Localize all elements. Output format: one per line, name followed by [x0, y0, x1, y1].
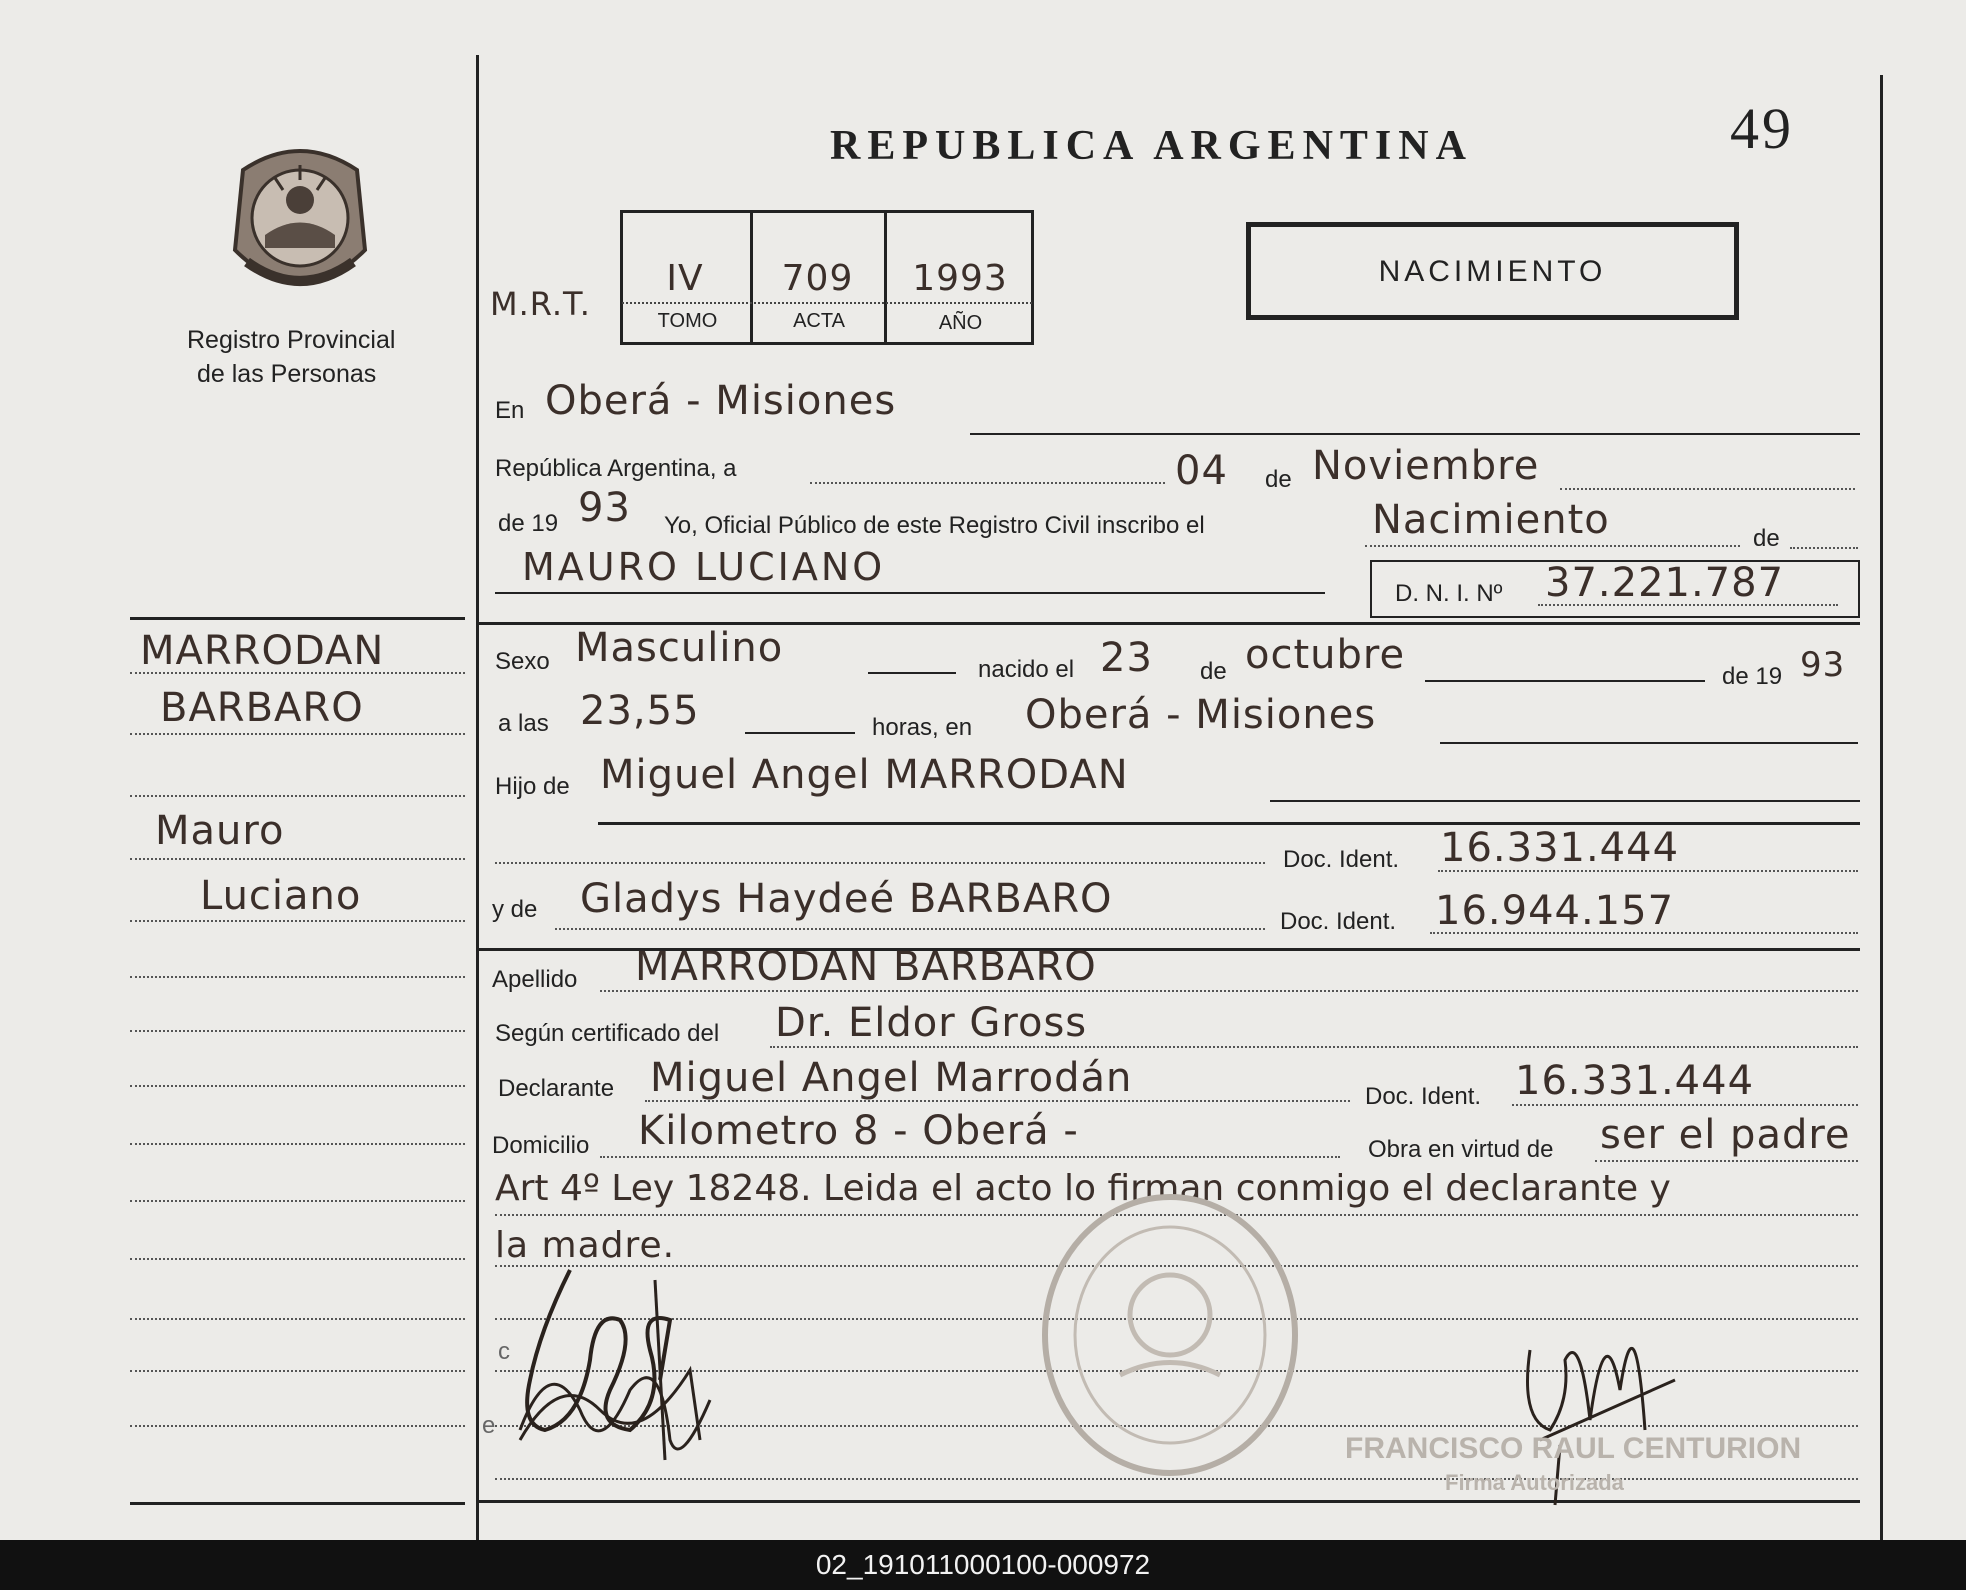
sidebar-given-2: Luciano [200, 873, 362, 919]
ano-value: 1993 [912, 258, 1008, 299]
en-label: En [495, 397, 525, 424]
left-column-line [130, 733, 465, 735]
document-type-label: NACIMIENTO [1378, 255, 1607, 288]
left-column-line [130, 1258, 465, 1260]
padre-doc-value: 16.331.444 [1440, 825, 1680, 871]
nacido-anio: 93 [1800, 645, 1846, 685]
left-column-line [130, 858, 465, 860]
file-id: 02_191011000100-000972 [815, 1549, 1151, 1580]
certificado-value: Dr. Eldor Gross [775, 1000, 1088, 1046]
padre-doc-fill-line [495, 862, 1265, 864]
republica-label: República Argentina, a [495, 455, 737, 482]
en-value: Oberá - Misiones [545, 378, 897, 424]
left-column-top-rule [130, 617, 465, 620]
registry-name-line1: Registro Provincial [187, 326, 396, 354]
lugar-line [1440, 742, 1858, 744]
right-border [1880, 75, 1883, 1540]
declarante-doc-label: Doc. Ident. [1365, 1083, 1482, 1110]
padre-value: Miguel Angel MARRODAN [600, 752, 1129, 798]
de2-label: de [1753, 525, 1780, 552]
declarante-doc-line [1512, 1104, 1858, 1106]
nacido-mes: octubre [1245, 632, 1406, 678]
left-column-line [130, 1200, 465, 1202]
apellido-line [600, 990, 1858, 992]
record-box-divider-1 [750, 212, 753, 344]
ano-label: AÑO [938, 312, 983, 334]
anio-prefix: de 19 [498, 510, 559, 537]
certificado-line [770, 1046, 1858, 1048]
domicilio-value: Kilometro 8 - Oberá - [638, 1108, 1079, 1154]
de3-label: de [1200, 658, 1227, 685]
sexo-line [868, 672, 956, 674]
en-line [970, 433, 1860, 435]
record-box-mid-rule [622, 302, 1032, 304]
segun-label: Según certificado del [495, 1020, 720, 1047]
acto-line [1365, 545, 1740, 547]
obra-line [1595, 1160, 1858, 1162]
left-column-line [130, 1030, 465, 1032]
nacido-dia: 23 [1100, 635, 1153, 681]
registry-stamp [1035, 1190, 1305, 1480]
madre-doc-value: 16.944.157 [1435, 888, 1675, 934]
left-column-line [130, 1370, 465, 1372]
dni-value: 37.221.787 [1545, 560, 1785, 606]
mes-value: Noviembre [1312, 443, 1540, 489]
acto-value: Nacimiento [1372, 497, 1610, 543]
sidebar-surname-1: MARRODAN [140, 628, 385, 674]
acta-value: 709 [781, 258, 854, 299]
country-title: REPUBLICA ARGENTINA [830, 123, 1473, 169]
tomo-value: IV [666, 258, 704, 299]
apellido-value: MARRODAN BARBARO [635, 944, 1097, 990]
nombre-value: MAURO LUCIANO [522, 545, 886, 589]
madre-doc-line [1430, 932, 1858, 934]
dia-value: 04 [1175, 448, 1228, 494]
declarante-line [645, 1100, 1350, 1102]
left-column-line [130, 1085, 465, 1087]
observaciones-line-2: la madre. [495, 1225, 676, 1266]
mrt-label: M.R.T. [490, 285, 591, 323]
mother-signature [510, 1330, 730, 1490]
nacido-mes-line [1425, 680, 1705, 682]
dni-label: D. N. I. Nº [1395, 580, 1503, 607]
padre-doc-label: Doc. Ident. [1283, 846, 1400, 873]
left-column-line [130, 1318, 465, 1320]
padre-doc-line [1438, 870, 1858, 872]
stamp-name: FRANCISCO RAUL CENTURION [1345, 1432, 1802, 1465]
left-column-line [130, 795, 465, 797]
de19-label: de 19 [1722, 663, 1783, 690]
hijo-label: Hijo de [495, 773, 570, 800]
anio-value: 93 [578, 485, 631, 531]
signature-prefix-2: e [482, 1412, 496, 1439]
alas-label: a las [498, 710, 549, 737]
dni-line [1538, 604, 1838, 606]
yo-text: Yo, Oficial Público de este Registro Civil inscribo el [664, 512, 1205, 539]
madre-value: Gladys Haydeé BARBARO [580, 876, 1113, 922]
declarante-value: Miguel Angel Marrodán [650, 1055, 1133, 1101]
yde-label: y de [492, 896, 538, 923]
dia-line [810, 482, 1165, 484]
folio-number: 49 [1730, 96, 1794, 161]
domicilio-label: Domicilio [492, 1132, 590, 1159]
padre-line [1270, 800, 1860, 802]
registry-name-line2: de las Personas [197, 360, 377, 388]
declarante-doc-value: 16.331.444 [1515, 1058, 1755, 1104]
column-divider [476, 55, 479, 1540]
madre-line [555, 928, 1265, 930]
domicilio-line [600, 1156, 1340, 1158]
signature-prefix-1: c [498, 1338, 510, 1365]
sidebar-surname-2: BARBARO [160, 685, 364, 731]
left-column-line [130, 976, 465, 978]
left-column-bottom-rule [130, 1502, 465, 1505]
hora-value: 23,55 [580, 688, 700, 734]
left-column-line [130, 1143, 465, 1145]
left-column-line [130, 1425, 465, 1427]
obra-value: ser el padre [1600, 1112, 1851, 1158]
observaciones-line-1: Art 4º Ley 18248. Leida el acto lo firman conmigo el declarante y [495, 1168, 1671, 1209]
left-column-line [130, 672, 465, 674]
nombre-line [495, 592, 1325, 594]
declarante-label: Declarante [498, 1075, 615, 1102]
horas-label: horas, en [872, 714, 973, 741]
record-box-divider-2 [884, 212, 887, 344]
nacido-label: nacido el [978, 656, 1075, 683]
stamp-title: Firma Autorizada [1445, 1470, 1624, 1495]
mes-line [1560, 488, 1855, 490]
tomo-label: TOMO [657, 310, 718, 332]
acta-label: ACTA [793, 310, 845, 332]
madre-doc-label: Doc. Ident. [1280, 908, 1397, 935]
left-column-line [130, 920, 465, 922]
registry-seal-logo [225, 140, 375, 305]
sexo-label: Sexo [495, 648, 550, 675]
lugar-value: Oberá - Misiones [1025, 692, 1377, 738]
sidebar-given-1: Mauro [155, 808, 285, 854]
obra-label: Obra en virtud de [1368, 1136, 1554, 1163]
apellido-label: Apellido [492, 966, 578, 993]
hora-line [745, 732, 855, 734]
de2-line [1790, 547, 1858, 549]
file-id-bar [0, 1540, 1966, 1590]
de-label: de [1265, 466, 1292, 493]
sexo-value: Masculino [575, 625, 784, 671]
